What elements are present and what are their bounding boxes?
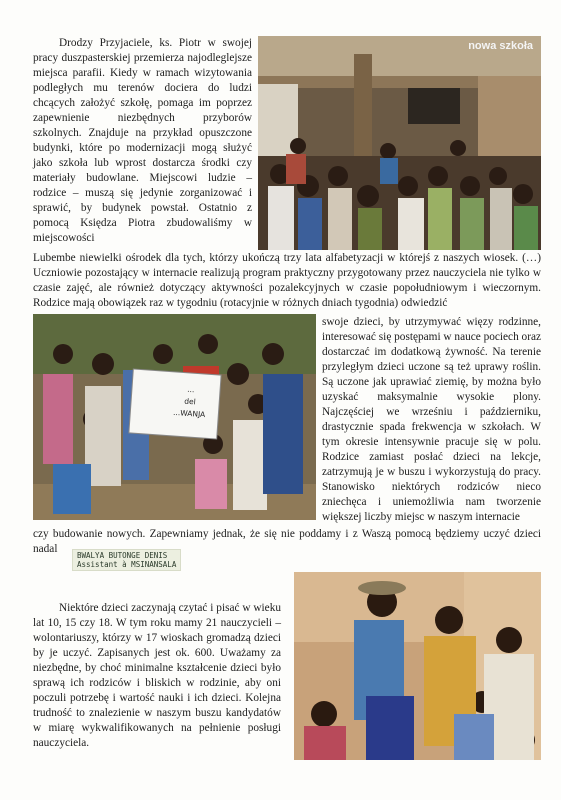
family-photo: [294, 572, 541, 760]
intro-text: Drodzy Przyjaciele, ks. Piotr w swojej pracy duszpasterskiej przemierza najodleglejsze miejsca parafii. Kiedy w ramach wizytowania podległych mu terenów dociera do ludzi chcących założyć szkołę, pomaga im poprzez zapewnienie niezbędnych przyborów szkolnych. Znajduje na przykład opuszczone budynki, które po modernizacji mogą służyć jako szkoła lub wprost dostarcza środki czy materiały budowlane. Miejscowi ludzie – rodzice – muszą się jedynie zorganizować i sprawić, by budynek powstał. Ostatnio z pomocą Księdza Piotra zbudowaliśmy w miejscowości: [33, 37, 252, 244]
stamp-line-1: BWALYA BUTONGE DENIS: [77, 551, 168, 560]
sign-line-3: ...WANJA: [172, 407, 206, 420]
right-column-paragraph: [322, 315, 541, 525]
classroom-image: [258, 36, 541, 250]
school-photo-caption: nowa szkoła: [468, 40, 533, 52]
right-column-text: swoje dzieci, by utrzymywać więzy rodzinne, interesować się postępami w nauce pociech oraz dostarczać im dodatkową żywność. Na terenie przyległym dzieci uczone są też uprawy roślin. Są uczone jak uprawiać ziemię, by można było uzyskać maksymalnie wysokie plony. Najczęściej we wrześniu i październiku, drastycznie spada frekwencja w szkołach. W tym okresie intensywnie pracuje się w polu. Rodzice zamiast posłać dzieci na lekcje, zatrzymują je w buszu i wykorzystują do pracy. Stanowisko niektórych rodziców nieco zniechęca i uniemożliwia nam tworzenie większej liczby miejsc w naszym internacie: [322, 316, 541, 523]
intro-paragraph: [33, 36, 252, 246]
second-paragraph: [33, 601, 281, 751]
stamp-line-2: Assistant à MSINANSALA: [77, 560, 177, 569]
sign-line-1: ...: [186, 384, 195, 395]
signature-stamp: [72, 549, 181, 571]
school-photo: [258, 36, 541, 250]
sign-line-2: del: [184, 396, 197, 407]
continuation-paragraph: [33, 251, 541, 311]
family-image: [294, 572, 541, 760]
continuation-text: Lubembe niewielki ośrodek dla tych, którzy ukończą trzy lata alfabetyzacji w którejś z naszych wiosek. (…) Uczniowie pozostający w internacie realizują program praktyczny przygotowany przez nauczyciela nie tylko w czasie zajęć, ale również dotyczący aktywności pozalekcyjnych w czasie popołudniowym i wieczornym. Rodzice mają obowiązek raz w tygodniu (rotacyjnie w różnych dniach tygodnia) odwiedzić: [33, 252, 541, 309]
children-sign-photo: [33, 314, 316, 520]
sign-text: [154, 382, 226, 423]
second-text: Niektóre dzieci zaczynają czytać i pisać w wieku lat 10, 15 czy 18. W tym roku mamy 21 nauczycieli – wolontariuszy, którzy w 17 wioskach gromadzą dzieci by je uczyć. Zapisanych jest ok. 600. Uważamy za niezbędne, by choć minimalne kształcenie dzieci było sprawą ich rodziców i bliskich w rodzinie, aby oni poczuli potrzebę i wartość nauki i ich dzieci. Kolejna trudność to znalezienie w naszym buszu kandydatów w miarę wykwalifikowanych na pełnienie posługi nauczyciela.: [33, 602, 281, 749]
ending-text: czy budowanie nowych. Zapewniamy jednak, że się nie poddamy i z Waszą pomocą będziemy uczyć dzieci nadal: [33, 528, 541, 555]
